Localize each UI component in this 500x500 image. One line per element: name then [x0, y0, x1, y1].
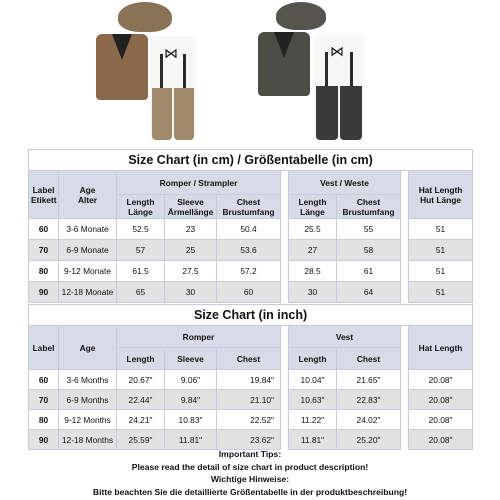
label-cell: 60 [29, 219, 59, 240]
hat-length-cell: 20.08" [409, 430, 473, 450]
romper-icon [314, 34, 364, 140]
chest-cell: 22.52" [217, 410, 281, 430]
hat-length-header: Hat Length Hut Länge [409, 171, 473, 219]
vest-length-cell: 11.81" [289, 430, 337, 450]
vest-length-cell: 25.5 [289, 219, 337, 240]
vest-length-cell: 27 [289, 240, 337, 261]
label-cell: 90 [29, 430, 59, 450]
sleeve-cell: 27.5 [165, 261, 217, 282]
length-cell: 61.5 [117, 261, 165, 282]
bowtie-icon: ⋈ [330, 43, 344, 59]
sleeve-cell: 30 [165, 282, 217, 303]
age-cell: 3-6 Monate [59, 219, 117, 240]
vest-header: Vest / Weste [289, 171, 401, 195]
hat-length-cell: 20.08" [409, 410, 473, 430]
length-cell: 20.67" [117, 370, 165, 390]
vest-length-cell: 28.5 [289, 261, 337, 282]
vest-header: Vest [289, 326, 401, 348]
cap-icon [118, 2, 172, 32]
age-cell: 12-18 Months [59, 430, 117, 450]
vest-chest-cell: 22.83" [337, 390, 401, 410]
chest-cell: 53.6 [217, 240, 281, 261]
chest-cell: 21.10" [217, 390, 281, 410]
label-cell: 80 [29, 410, 59, 430]
hat-length-cell: 51 [409, 261, 473, 282]
romper-header: Romper [117, 326, 281, 348]
sleeve-cell: 10.83" [165, 410, 217, 430]
bowtie-icon: ⋈ [164, 45, 178, 61]
age-header: Age Alter [59, 171, 117, 219]
length-cell: 22.44" [117, 390, 165, 410]
sleeve-cell: 23 [165, 219, 217, 240]
length-cell: 24.21" [117, 410, 165, 430]
size-chart-inch [28, 304, 472, 450]
cap-icon [276, 2, 326, 30]
length-cell: 57 [117, 240, 165, 261]
vest-length-cell: 11.22" [289, 410, 337, 430]
romper-header: Romper / Strampler [117, 171, 281, 195]
vest-length-header: Length Länge [289, 195, 337, 219]
important-tips [0, 448, 500, 498]
sleeve-header: Sleeve [165, 348, 217, 370]
vest-chest-cell: 24.02" [337, 410, 401, 430]
vest-length-cell: 10.04" [289, 370, 337, 390]
age-cell: 9-12 Monate [59, 261, 117, 282]
tips-heading-de: Wichtige Hinweise: [210, 474, 290, 485]
vest-icon [258, 32, 310, 96]
vest-chest-cell: 21.65" [337, 370, 401, 390]
chest-cell: 23.62" [217, 430, 281, 450]
chest-cell: 19.84" [217, 370, 281, 390]
vest-length-header: Length [289, 348, 337, 370]
age-cell: 6-9 Months [59, 390, 117, 410]
hat-length-cell: 20.08" [409, 390, 473, 410]
vest-chest-cell: 55 [337, 219, 401, 240]
size-chart-inch-title: Size Chart (in inch) [29, 305, 473, 326]
hat-length-header: Hat Length [409, 326, 473, 370]
vest-chest-header: Chest [337, 348, 401, 370]
vest-chest-cell: 58 [337, 240, 401, 261]
tips-text-de: Bitte beachten Sie die detaillierte Größentabelle in der produktbeschreibung! [92, 486, 408, 497]
length-cell: 25.59" [117, 430, 165, 450]
vest-chest-cell: 25.20" [337, 430, 401, 450]
tips-text-en: Please read the detail of size chart in product description! [131, 461, 369, 472]
label-cell: 80 [29, 261, 59, 282]
vest-chest-cell: 64 [337, 282, 401, 303]
length-cell: 52.5 [117, 219, 165, 240]
label-cell: 70 [29, 390, 59, 410]
length-header: Length [117, 348, 165, 370]
age-cell: 9-12 Months [59, 410, 117, 430]
label-cell: 90 [29, 282, 59, 303]
length-header: Length Länge [117, 195, 165, 219]
vest-length-cell: 10.63" [289, 390, 337, 410]
chest-header: Chest Brustumfang [217, 195, 281, 219]
vest-chest-cell: 61 [337, 261, 401, 282]
chest-cell: 60 [217, 282, 281, 303]
size-chart-cm [28, 149, 472, 303]
age-header: Age [59, 326, 117, 370]
sleeve-header: Sleeve Ärmellänge [165, 195, 217, 219]
age-cell: 6-9 Monate [59, 240, 117, 261]
tips-heading-en: Important Tips: [218, 449, 282, 459]
vest-chest-header: Chest Brustumfang [337, 195, 401, 219]
chest-header: Chest [217, 348, 281, 370]
vest-length-cell: 30 [289, 282, 337, 303]
label-cell: 60 [29, 370, 59, 390]
hat-length-cell: 20.08" [409, 370, 473, 390]
romper-icon [150, 36, 196, 140]
product-photos [0, 0, 500, 142]
chest-cell: 57.2 [217, 261, 281, 282]
chest-cell: 50.4 [217, 219, 281, 240]
size-chart-cm-title: Size Chart (in cm) / Größentabelle (in cm) [29, 150, 473, 171]
hat-length-cell: 51 [409, 282, 473, 303]
sleeve-cell: 9.84" [165, 390, 217, 410]
hat-length-cell: 51 [409, 219, 473, 240]
age-cell: 12-18 Monate [59, 282, 117, 303]
sleeve-cell: 11.81" [165, 430, 217, 450]
sleeve-cell: 25 [165, 240, 217, 261]
hat-length-cell: 51 [409, 240, 473, 261]
length-cell: 65 [117, 282, 165, 303]
sleeve-cell: 9.06" [165, 370, 217, 390]
vest-icon [96, 34, 148, 100]
label-header: Label [29, 326, 59, 370]
label-cell: 70 [29, 240, 59, 261]
label-header: Label Etikett [29, 171, 59, 219]
age-cell: 3-6 Months [59, 370, 117, 390]
